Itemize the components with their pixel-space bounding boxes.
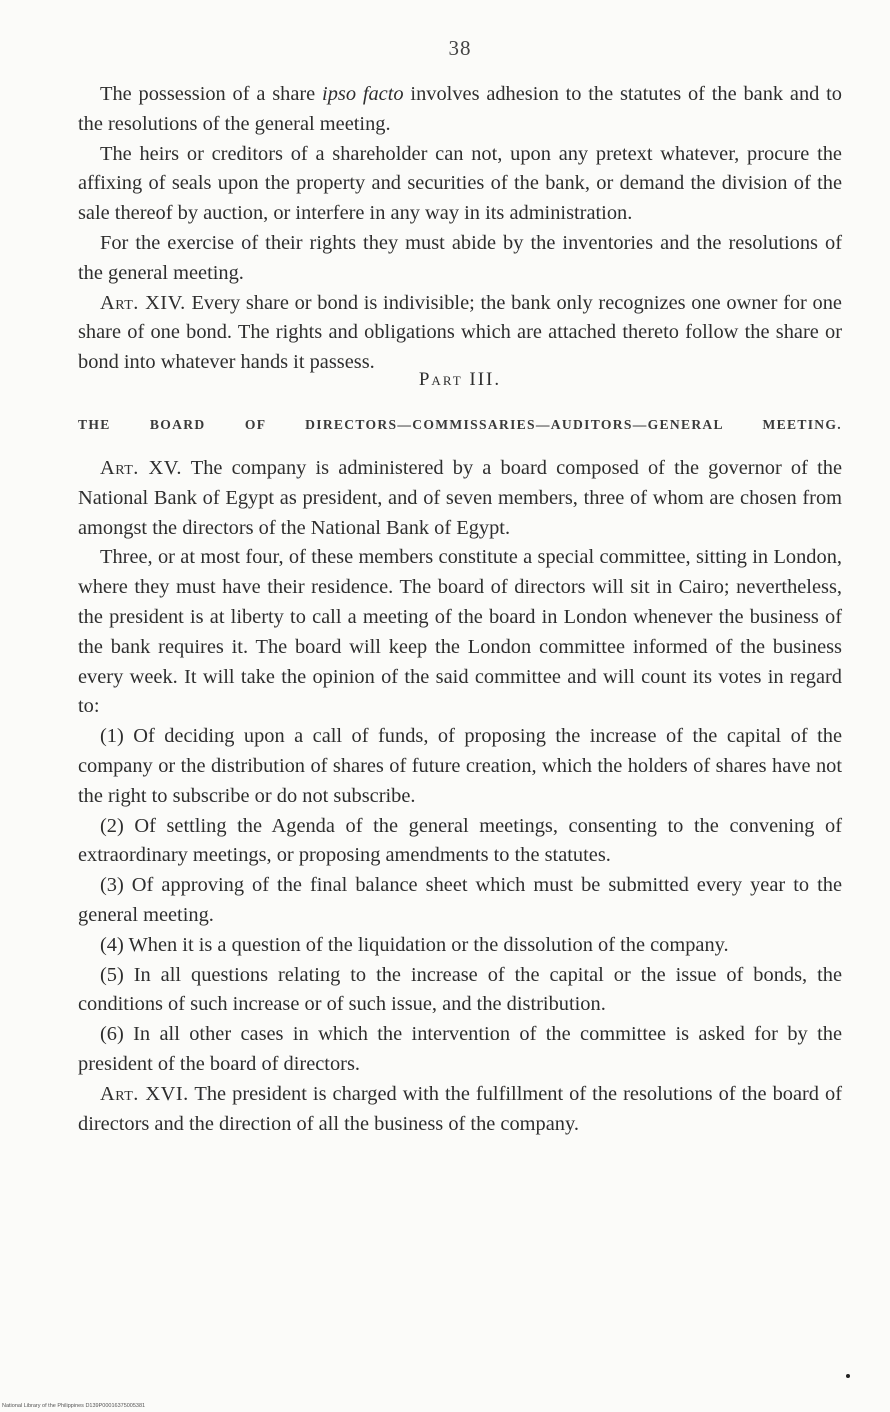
paragraph-text: Every share or bond is indivisible; the bank only recognizes one owner for one share of one bond. The rights and obligations which are attached thereto follow the share or bond into whatever hands it passess.: [78, 291, 842, 374]
ink-dot: [846, 1374, 850, 1378]
paragraph-text: The heirs or creditors of a shareholder can not, upon any pretext whatever, procure the affixing of seals upon the property and securities of the bank, or demand the division of the sale thereof by auction, or interfere in any way in its administration.: [78, 142, 842, 225]
paragraph-text: The possession of a share: [100, 83, 323, 105]
paragraph-text: For the exercise of their rights they must abide by the inventories and the resolutions of the general meeting.: [78, 231, 842, 284]
paragraph-p3: [78, 229, 842, 289]
paragraphs-after-part: [78, 454, 842, 1139]
paragraph-text: (1) Of deciding upon a call of funds, of proposing the increase of the capital of the company or the distribution of shares of future creation, which the holders of shares have not the right to subscribe or do not subscribe.: [78, 725, 842, 807]
paragraph-text: (4) When it is a question of the liquidation or the dissolution of the company.: [100, 933, 729, 956]
paragraph-p1: [78, 80, 842, 140]
paragraph-text: The company is administered by a board composed of the governor of the National Bank of Egypt as president, and of seven members, three of whom are chosen from amongst the directors of the National Bank of Egypt.: [78, 456, 842, 539]
article-number: Art. XV.: [100, 456, 182, 479]
paragraph-p2: [78, 140, 842, 229]
part-heading: Part III.: [418, 368, 502, 390]
paragraph-p8: [78, 812, 842, 872]
paragraph-p6: [78, 543, 842, 722]
document-page: [78, 0, 842, 1412]
paragraph-text: involves adhesion to the statutes of the bank and to the resolutions of the general meeting.: [78, 83, 843, 135]
paragraph-p4: [78, 289, 842, 378]
paragraph-p10: [78, 931, 842, 961]
paragraph-text: (6) In all other cases in which the intervention of the committee is asked for by the president of the board of directors.: [78, 1023, 842, 1075]
paragraph-p12: [78, 1020, 842, 1080]
library-credit: National Library of the Philippines D139P00016375005381: [2, 1403, 146, 1409]
paragraph-text: (2) Of settling the Agenda of the general meetings, consenting to the convening of extraordinary meetings, or proposing amendments to the statutes.: [78, 814, 842, 867]
article-number: Art. XVI.: [100, 1082, 189, 1105]
body-text: [78, 80, 842, 1139]
paragraph-p9: [78, 871, 842, 931]
italic-phrase: ipso facto: [322, 83, 404, 105]
paragraph-text: (3) Of approving of the final balance sheet which must be submitted every year to the general meeting.: [78, 874, 842, 926]
paragraphs-before-part: [78, 80, 842, 378]
paragraph-text: (5) In all questions relating to the increase of the capital or the issue of bonds, the conditions of such increase or of such issue, and the distribution.: [78, 963, 842, 1016]
paragraph-text: The president is charged with the fulfillment of the resolutions of the board of directors and the direction of all the business of the company.: [78, 1082, 843, 1135]
page-number: 38: [448, 36, 472, 60]
paragraph-p7: [78, 722, 842, 811]
paragraph-p13: [78, 1080, 842, 1140]
paragraph-p11: [78, 961, 842, 1021]
section-title: THE BOARD OF DIRECTORS—COMMISSARIES—AUDITORS—GENERAL MEETING.: [78, 416, 842, 432]
paragraph-p5: [78, 454, 842, 543]
paragraph-text: Three, or at most four, of these members constitute a special committee, sitting in London, where they must have their residence. The board of directors will sit in Cairo; nevertheless, the president is at liberty to call a meeting of the board in London whenever the business of the bank requires it. The board will keep the London committee informed of the business every week. It will take the opinion of the said committee and will count its votes in regard to:: [78, 546, 842, 718]
article-number: Art. XIV.: [100, 291, 186, 314]
